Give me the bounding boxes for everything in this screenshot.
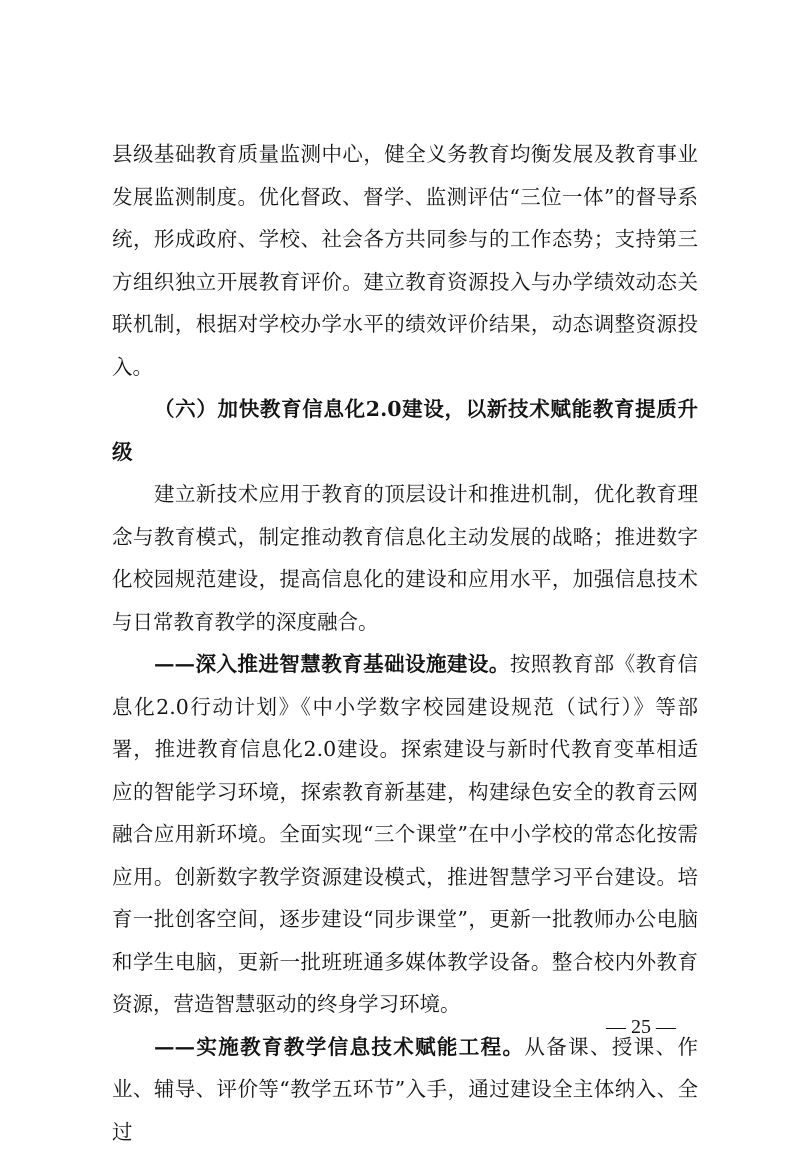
paragraph-lead: ——实施教育教学信息技术赋能工程。 [154, 1035, 524, 1059]
paragraph-empowerment [112, 1026, 698, 1153]
paragraph-text: 建立新技术应用于教育的顶层设计和推进机制，优化教育理念与教育模式，制定推动教育信息化主动发展的战略；推进数字化校园规范建设，提高信息化的建设和应用水平，加强信息技术与日常教育教学的深度融合。 [112, 482, 698, 634]
paragraph-intro [112, 473, 698, 643]
section-heading-text: （六）加快教育信息化2.0建设，以新技术赋能教育提质升级 [112, 397, 698, 464]
body-text [112, 133, 698, 1153]
section-heading [112, 388, 698, 473]
paragraph-lead: ——深入推进智慧教育基础设施建设。 [154, 652, 510, 676]
paragraph-infrastructure [112, 643, 698, 1026]
paragraph-text: 从备课、授课、作业、辅导、评价等“教学五环节”入手，通过建设全主体纳入、全过 [112, 1035, 698, 1144]
page-number: — 25 — [600, 1016, 682, 1039]
paragraph-text: 按照教育部《教育信息化2.0行动计划》《中小学数字校园建设规范（试行）》等部署，推进教育信息化2.0建设。探索建设与新时代教育变革相适应的智能学习环境，探索教育新基建，构建绿色安全的教育云网融合应用新环境。全面实现“三个课堂”在中小学校的常态化按需应用。创新数字教学资源建设模式，推进智慧学习平台建设。培育一批创客空间，逐步建设“同步课堂”，更新一批教师办公电脑和学生电脑，更新一批班班通多媒体教学设备。整合校内外教育资源，营造智慧驱动的终身学习环境。 [112, 652, 698, 1016]
paragraph-text: 县级基础教育质量监测中心，健全义务教育均衡发展及教育事业发展监测制度。优化督政、督学、监测评估“三位一体”的督导系统，形成政府、学校、社会各方共同参与的工作态势；支持第三方组织独立开展教育评价。建立教育资源投入与办学绩效动态关联机制，根据对学校办学水平的绩效评价结果，动态调整资源投入。 [112, 142, 698, 379]
paragraph-monitoring [112, 133, 698, 388]
